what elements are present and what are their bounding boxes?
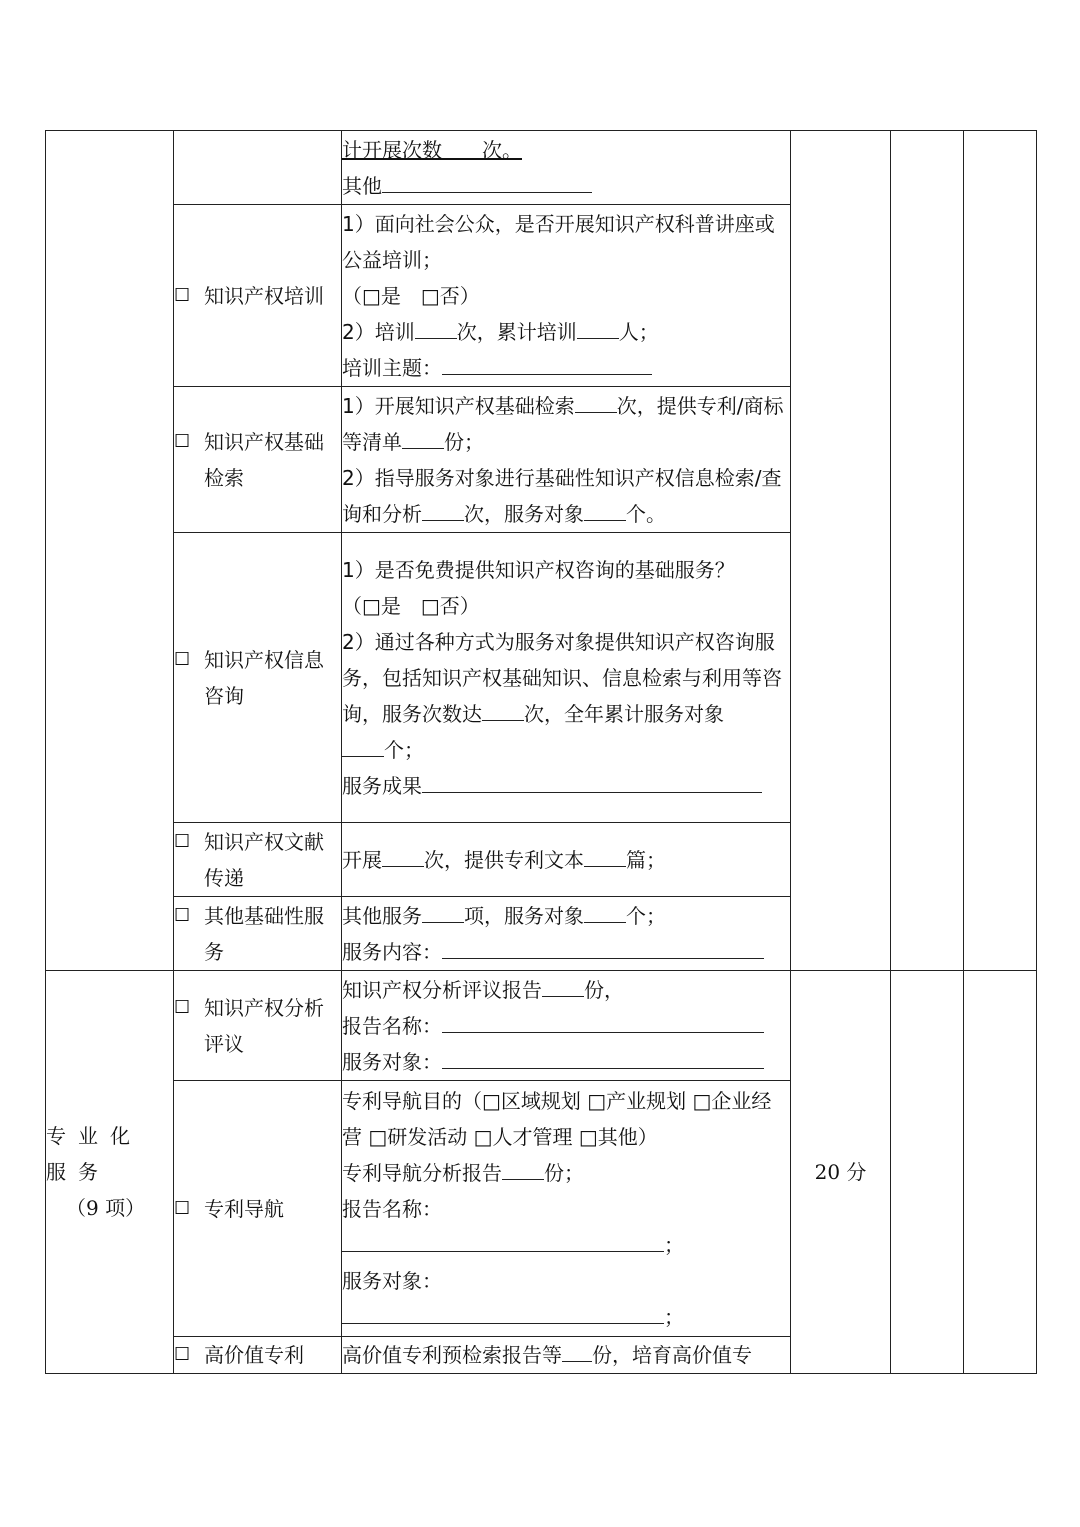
- desc-text: 个。: [626, 501, 666, 526]
- fill-line: [584, 842, 626, 867]
- fill-line: [342, 1299, 664, 1324]
- item-cell: [174, 1081, 342, 1337]
- item-cell: [174, 205, 342, 387]
- fill-line: [342, 732, 384, 757]
- item-label: 专利导航: [204, 1196, 284, 1221]
- checkbox-icon[interactable]: ☐: [174, 648, 191, 670]
- fill-line: [575, 388, 617, 413]
- fill-line: [482, 696, 524, 721]
- fill-line: [502, 1155, 544, 1180]
- table-row: [46, 971, 1037, 1081]
- checkbox-icon[interactable]: ☐: [174, 904, 191, 926]
- fill-line: [584, 898, 626, 923]
- desc-text: 其他: [342, 173, 382, 198]
- desc-text: 项，服务对象: [464, 903, 584, 928]
- item-cell-blank: [174, 131, 342, 205]
- desc-text: 服务成果: [342, 773, 422, 798]
- desc-text: 次，提供专利/商标等清单: [342, 393, 784, 454]
- fill-line: [422, 768, 762, 793]
- desc-cell: [342, 971, 791, 1081]
- score-cell-blank: [791, 131, 891, 971]
- desc-cell: [342, 1337, 791, 1374]
- desc-text: 份，培育高价值专: [592, 1343, 752, 1367]
- checkbox-icon[interactable]: ☐: [174, 1197, 191, 1219]
- desc-text: 1）开展知识产权基础检索: [342, 393, 575, 418]
- fill-line: [422, 898, 464, 923]
- item-label: 知识产权信息咨询: [204, 647, 324, 708]
- item-label: 高价值专利: [204, 1343, 304, 1367]
- desc-text: 报告名称：: [342, 1013, 442, 1038]
- desc-text: 2）培训: [342, 319, 415, 344]
- desc-cell: [342, 1081, 791, 1337]
- category-count: （9 项）: [66, 1196, 146, 1220]
- fill-line: [442, 1008, 764, 1033]
- checkbox-icon[interactable]: ☐: [174, 1344, 191, 1365]
- desc-text: 2）通过各种方式为服务对象提供知识产权咨询服务，包括知识产权基础知识、信息检索与利用等咨询，服务次数达: [342, 629, 782, 726]
- desc-text: 其他服务: [342, 903, 422, 928]
- checkbox-icon[interactable]: ☐: [174, 430, 191, 452]
- desc-text: 服务对象：: [342, 1049, 442, 1074]
- desc-text: （□是 □否）: [342, 593, 480, 618]
- fill-line: [584, 496, 626, 521]
- extra-cell-blank: [964, 971, 1037, 1374]
- desc-text: （□是 □否）: [342, 283, 480, 308]
- desc-text: 服务对象：: [342, 1268, 442, 1293]
- item-cell: [174, 533, 342, 823]
- item-cell: [174, 387, 342, 533]
- fill-line: [382, 842, 424, 867]
- fill-line: [422, 496, 464, 521]
- category-cell-blank: [46, 131, 174, 971]
- desc-text: 个；: [626, 903, 666, 928]
- desc-text: 开展: [342, 847, 382, 872]
- desc-text: 报告名称：: [342, 1196, 442, 1221]
- category-name: 专业化服务: [46, 1124, 142, 1184]
- desc-text: 份；: [444, 429, 484, 454]
- desc-text: 计开展次数: [342, 137, 442, 162]
- desc-text: 2）指导服务对象进行基础性知识产权信息检索/查询和分析: [342, 465, 782, 526]
- checkbox-icon[interactable]: ☐: [174, 284, 191, 306]
- desc-text: 次。: [482, 137, 522, 162]
- fill-line: [442, 934, 764, 959]
- desc-text: 次，服务对象: [464, 501, 584, 526]
- item-label: 知识产权基础检索: [204, 429, 324, 490]
- fill-line: [442, 1044, 764, 1069]
- fill-line: [577, 314, 619, 339]
- fill-line: [415, 314, 457, 339]
- evaluation-table: [45, 130, 1037, 1374]
- item-label: 知识产权培训: [204, 283, 324, 308]
- checkbox-icon[interactable]: ☐: [174, 830, 191, 852]
- score-cell: 20 分: [791, 971, 891, 1374]
- fill-line: [382, 168, 592, 193]
- desc-text: 篇；: [626, 847, 666, 872]
- desc-cell: [342, 533, 791, 823]
- desc-text: 专利导航分析报告: [342, 1160, 502, 1185]
- desc-cell: [342, 823, 791, 897]
- fill-line: [542, 972, 584, 997]
- desc-text: 次，提供专利文本: [424, 847, 584, 872]
- desc-cell: [342, 897, 791, 971]
- desc-text: ；: [664, 1304, 684, 1329]
- desc-text: 次，累计培训: [456, 319, 577, 344]
- item-label: 其他基础性服务: [204, 903, 324, 964]
- desc-text: 个；: [384, 737, 424, 762]
- item-cell: [174, 971, 342, 1081]
- desc-text: 1）是否免费提供知识产权咨询的基础服务？: [342, 557, 735, 582]
- desc-text: 份；: [544, 1160, 584, 1185]
- table-row: [46, 131, 1037, 205]
- desc-cell: [342, 205, 791, 387]
- fill-line: [342, 1227, 664, 1252]
- category-cell: [46, 971, 174, 1374]
- desc-text: 知识产权分析评议报告: [342, 977, 542, 1002]
- desc-text: 份，: [584, 977, 624, 1002]
- extra-cell-blank: [891, 131, 964, 971]
- item-cell: [174, 823, 342, 897]
- desc-text: 1）面向社会公众，是否开展知识产权科普讲座或公益培训；: [342, 211, 775, 272]
- desc-text: 高价值专利预检索报告等: [342, 1343, 562, 1367]
- desc-cell: [342, 387, 791, 533]
- desc-text: 人；: [618, 319, 659, 344]
- item-cell: [174, 1337, 342, 1374]
- fill-line: [442, 350, 652, 375]
- item-label: 知识产权分析评议: [204, 995, 324, 1056]
- item-cell: [174, 897, 342, 971]
- fill-line: [562, 1337, 592, 1362]
- fill-line: [402, 424, 444, 449]
- desc-text: 服务内容：: [342, 939, 442, 964]
- desc-cell: [342, 131, 791, 205]
- desc-text: 培训主题：: [342, 355, 442, 380]
- extra-cell-blank: [964, 131, 1037, 971]
- desc-text: 专利导航目的（□区域规划 □产业规划 □企业经营 □研发活动 □人才管理 □其他）: [342, 1088, 772, 1149]
- item-label: 知识产权文献传递: [204, 829, 324, 890]
- checkbox-icon[interactable]: ☐: [174, 996, 191, 1018]
- desc-text: 次，全年累计服务对象: [524, 701, 724, 726]
- extra-cell-blank: [891, 971, 964, 1374]
- desc-text: ；: [664, 1232, 684, 1257]
